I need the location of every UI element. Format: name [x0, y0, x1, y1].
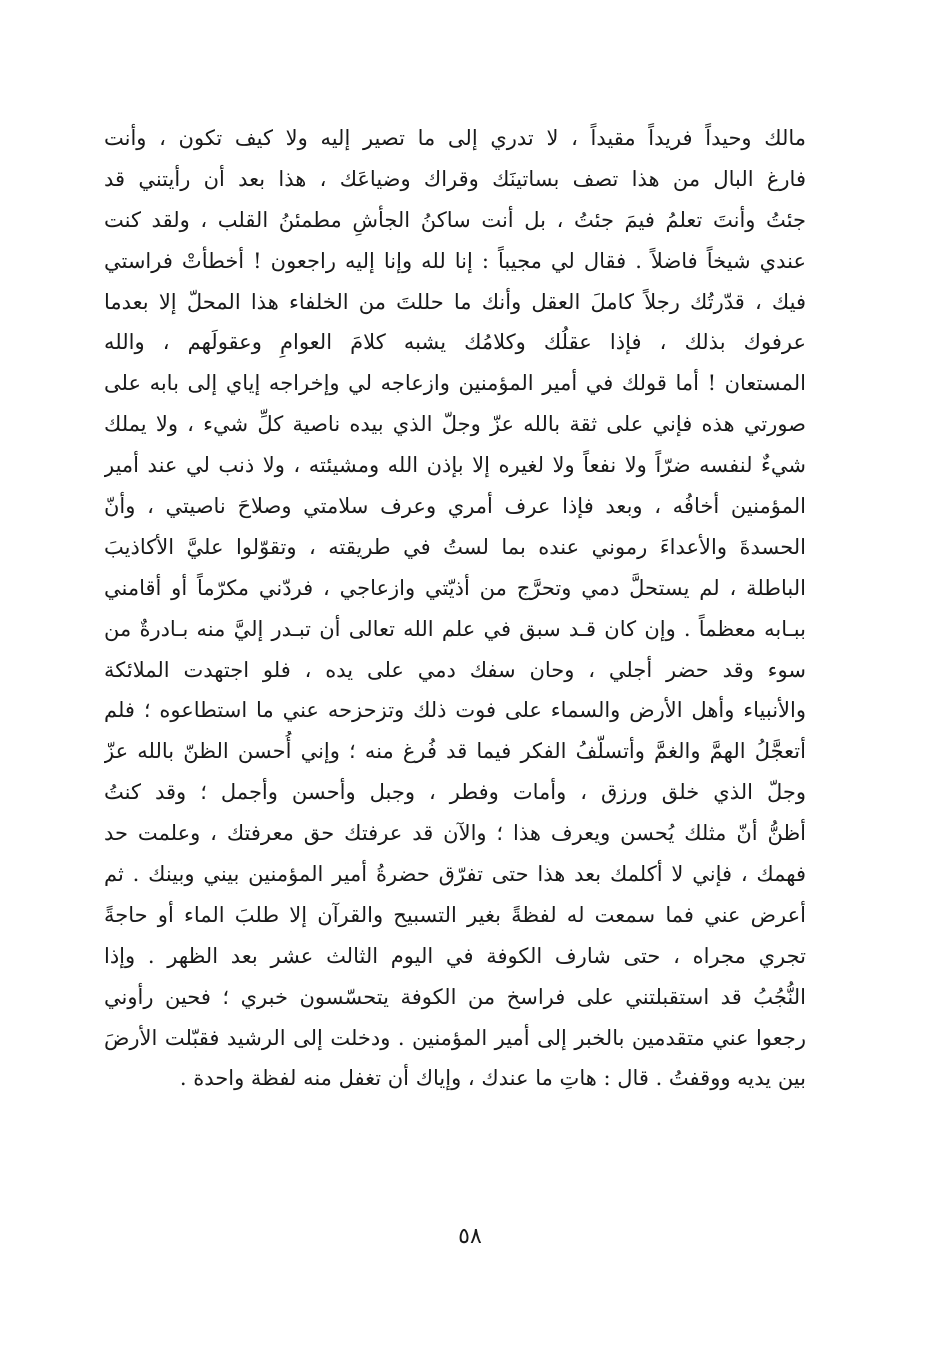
text-line: مالك وحيداً فريداً مقيداً ، لا تدري إلى ما تصير إليه ولا كيف تكون ، وأنت: [104, 126, 806, 150]
text-line: تجري مجراه ، حتى شارف الكوفة في اليوم الثالث عشر بعد الظهر . وإذا: [104, 943, 806, 968]
text-line: صورتي هذه فإني على ثقة بالله عزّ وجلّ الذي بيده ناصية كلِّ شيء ، ولا يملك: [104, 412, 806, 437]
text-line: فارغ البال من هذا تصف بساتينَك وقراك وضياعَك ، هذا بعد أن رأيتني قد: [104, 166, 806, 191]
text-line: شيءٌ لنفسه ضرّاً ولا نفعاً ولا لغيره إلا بإذن الله ومشيئته ، ولا ذنب لي عند أمير: [104, 453, 806, 478]
text-line: والأنبياء وأهل الأرض والسماء على فوت ذلك وتزحزحه عني ما استطاعوه ؛ فلم: [104, 698, 806, 723]
text-line: وجلّ الذي خلق ورزق ، وأمات وفطر ، وجبل وأحسن وأجمل ؛ وقد كنتُ: [104, 780, 806, 805]
text-line: عندي شيخاً فاضلاً . فقال لي مجيباً : إنا لله وإنا إليه راجعون ! أخطأتْ فراستي: [104, 248, 806, 273]
body-text: [104, 118, 806, 1099]
text-line: الباطلة ، لم يستحلَّ دمي وتحرَّج من أذيّتي وازعاجي ، فردّني مكرّماً أو أقامني: [104, 575, 806, 600]
text-line: ببـابه معظماً . وإن كان قـد سبق في علم الله تعالى أن تبـدر إليَّ منه بـادرةٌ من: [104, 616, 806, 641]
text-line: فهمك ، فإني لا أكلمك بعد هذا حتى تفرّق حضرةُ أمير المؤمنين بيني وبينك . ثم: [104, 862, 806, 887]
text-line: سوء وقد حضر أجلي ، وحان سفك دمي على يده ، فلو اجتهدت الملائكة: [104, 657, 806, 682]
text-line: فيك ، قدّرتُك رجلاً كاملَ العقل وأنك ما حللتَ من الخلفاء هذا المحلّ إلا بعدما: [104, 289, 806, 314]
text-line: النُّجُبُ قد استقبلتني على فراسخ من الكوفة يتحسّسون خبري ؛ فحين رأوني: [104, 984, 806, 1009]
text-line: المستعان ! أما قولك في أمير المؤمنين وازعاجه لي وإخراجه إياي إلى بابه على: [104, 371, 806, 396]
text-line: أتعجَّلُ الهمَّ والغمَّ وأتسلّفُ الفكر فيما قد فُرغ منه ؛ وإني أُحسن الظنّ بالله عزّ: [104, 739, 806, 764]
page-number: ٥٨: [458, 1224, 482, 1249]
text-line: رجعوا عني متقدمين بالخبر إلى أمير المؤمنين . ودخلت إلى الرشيد فقبّلت الأرضَ: [104, 1025, 806, 1050]
text-line: أظنُّ أنّ مثلك يُحسن ويعرف هذا ؛ والآن قد عرفتك حق معرفتك ، وعلمت حد: [104, 821, 806, 846]
text-line: المؤمنين أخافُه ، وبعد فإذا عرف أمري وعرف سلامتي وصلاحَ ناصيتي ، وأنّ: [104, 494, 806, 519]
text-line: عرفوك بذلك ، فإذا عقلُك وكلامُك يشبه كلامَ العوامِ وعقولَهم ، والله: [104, 330, 806, 355]
text-line: أعرض عني فما سمعت له لفظةً بغير التسبيح والقرآن إلا طلبَ الماء أو حاجةً: [104, 902, 806, 927]
text-line: بين يديه ووقفتُ . قال : هاتِ ما عندك ، وإياك أن تغفل منه لفظة واحدة .: [179, 1066, 806, 1091]
text-line: الحسدةَ والأعداءَ رموني عنده بما لستُ في طريقته ، وتقوّلوا عليَّ الأكاذيبَ: [104, 534, 806, 559]
text-line: جئتُ وأنتَ تعلمُ فيمَ جئتُ ، بل أنت ساكنُ الجأشِ مطمئنُ القلب ، ولقد كنت: [104, 207, 806, 232]
